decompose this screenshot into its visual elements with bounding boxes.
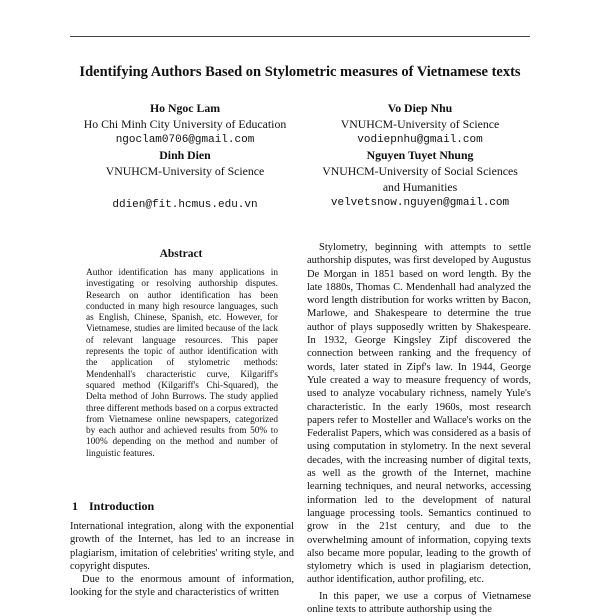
paragraph: Stylometry, beginning with attempts to settle authorship disputes, was first developed by Augustus De Morgan in 1851 based on word length. By the late 1880s, Thomas C. Mendenhall had analyzed the word length distribution for works written by Bacon, Marlowe, and Shakespeare to determine the true author of plays supposedly written by Shakespeare. In 1932, George Kingsley Zipf discovered the connection between ranking and the frequency of words, later stated in Zipf's law. In 1944, George Yule created a way to measure frequency of words, used to analyze vocabulary richness, namely Yule's characteristic. In the early 1960s, most research papers refer to Mosteller and Wallace's works on the Federalist Papers, which was considered as a basis of using computation in stylometry. In the next several decades, with the increasing number of digital texts, as well as the growth of the Internet, machine learning techniques, and neural networks, accessing information led to the development of natural language processing tools. Semantics continued to grow in the 21st century, and due to the overwhelming amount of information, copying texts also became more popular, leading to the growth of stylometry which is used in plagiarism detection, author identification, author profiling, etc. [307, 242, 531, 586]
abstract-heading: Abstract [159, 248, 203, 260]
author-affiliation: and Humanities [382, 180, 458, 194]
right-column-body [307, 241, 531, 616]
author-affiliation: VNUHCM-University of Social Sciences [322, 164, 518, 178]
left-column-body [70, 520, 294, 600]
author-affiliation: Ho Chi Minh City University of Education [83, 117, 287, 131]
section-heading [72, 499, 154, 514]
author-block [295, 100, 545, 148]
paper-title: Identifying Authors Based on Stylometric measures of Vietnamese texts [79, 64, 521, 80]
author-name: Ho Ngoc Lam [149, 101, 221, 115]
top-rule [70, 36, 530, 37]
author-name: Vo Diep Nhu [387, 101, 453, 115]
author-email: velvetsnow.nguyen@gmail.com [330, 197, 510, 209]
author-block [60, 100, 310, 148]
author-name: Dinh Dien [159, 148, 211, 162]
paragraph: Due to the enormous amount of information, looking for the style and characteristics of written [70, 574, 294, 599]
author-block [275, 147, 565, 211]
section-title: Introduction [89, 499, 155, 513]
author-email: ngoclam0706@gmail.com [115, 134, 255, 146]
author-affiliation: VNUHCM-University of Science [340, 117, 500, 131]
author-name: Nguyen Tuyet Nhung [366, 148, 474, 162]
author-email: ddien@fit.hcmus.edu.vn [112, 199, 258, 211]
author-block [60, 147, 310, 213]
paragraph: International integration, along with the exponential growth of the Internet, has led to an increase in plagiarism, imitation of celebrities' writing style, and copyright disputes. [70, 521, 294, 572]
abstract-text: Author identification has many applications in investigating or resolving authorship disputes. Research on author identification has been conducted in many high resource languages, such as English, Chinese, Spanish, etc. However, for Vietnamese, studies are limited because of the lack of relevant language resources. This paper represents the topic of author identification with the application of stylometric methods: Mendenhall's characteristic curve, Kilgariff's squared method (Kilgariff's Chi-Squared), the Delta method of John Burrows. The study applied three different methods based on a corpus extracted from Vietnamese online newspapers, categorized by each author and achieved results from 50% to 100% depending on the method and number of linguistic features. [86, 268, 278, 459]
author-affiliation: VNUHCM-University of Science [105, 164, 265, 178]
paragraph: In this paper, we use a corpus of Vietnamese online texts to attribute authorship using the [307, 590, 531, 616]
author-email: vodiepnhu@gmail.com [357, 134, 483, 146]
section-number: 1 [72, 499, 78, 513]
